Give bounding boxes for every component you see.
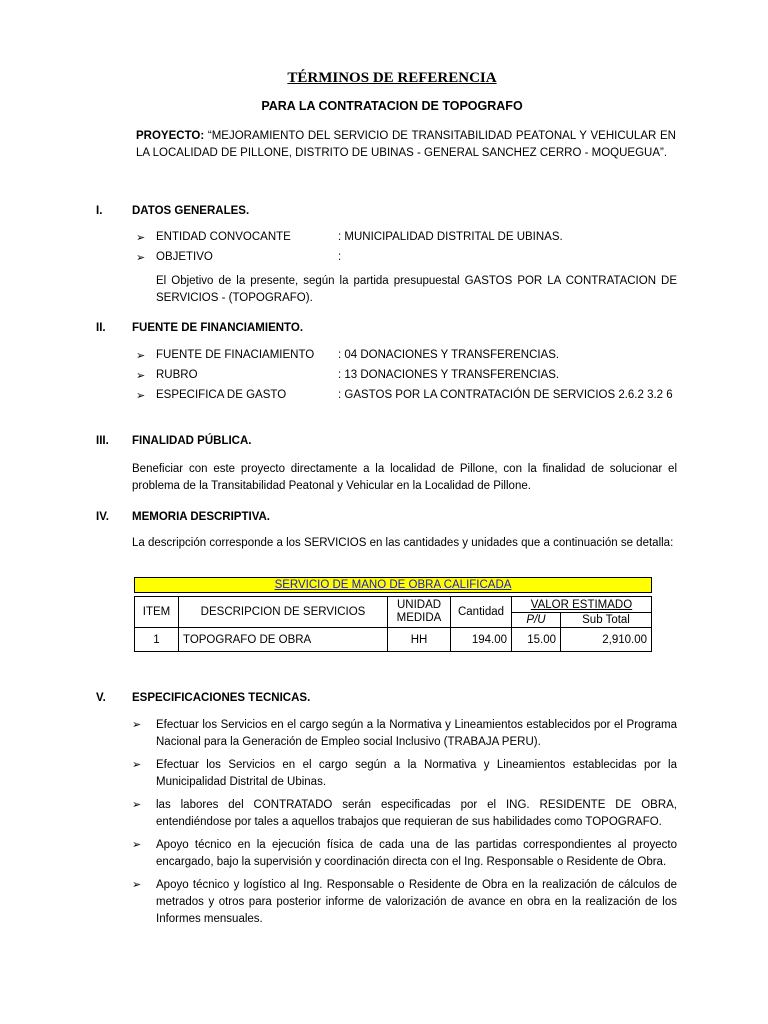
spec-item: las labores del CONTRATADO serán especificadas por el ING. RESIDENTE DE OBRA, entendiéndose por tales a aquellos trabajos que requieran de sus habilidades como TOPOGRAFO.: [156, 799, 677, 828]
section-number: II.: [96, 322, 106, 334]
field-value: :: [338, 251, 342, 263]
table-row: [135, 628, 652, 652]
objective-paragraph: El Objetivo de la presente, según la partida presupuestal GASTOS POR LA CONTRATACION DE SERVICIOS - (TOPOGRAFO).: [156, 275, 677, 304]
header-quantity: Cantidad: [451, 597, 512, 628]
arrow-bullet-icon: ➢: [132, 879, 142, 891]
header-subtotal: Sub Total: [561, 613, 652, 628]
cell-subtotal: 2,910.00: [561, 628, 652, 652]
field-label: OBJETIVO: [156, 251, 213, 263]
section-number: I.: [96, 205, 103, 217]
field-label: ENTIDAD CONVOCANTE: [156, 231, 291, 243]
field-value: : GASTOS POR LA CONTRATACIÓN DE SERVICIOS 2.6.2 3.2 6: [338, 389, 673, 401]
header-unit-price: P/U: [512, 613, 561, 628]
arrow-bullet-icon: ➢: [132, 799, 142, 811]
document-title: TÉRMINOS DE REFERENCIA: [287, 70, 497, 86]
arrow-bullet-icon: ➢: [136, 252, 146, 264]
description-paragraph: La descripción corresponde a los SERVICIOS en las cantidades y unidades que a continuación se detalla:: [132, 537, 674, 549]
field-label: RUBRO: [156, 369, 198, 381]
header-item: ITEM: [135, 597, 179, 628]
header-unit: UNIDAD MEDIDA: [388, 597, 451, 628]
cell-item: 1: [135, 628, 179, 652]
spec-item: Apoyo técnico en la ejecución física de cada una de las partidas correspondientes al proyecto encargado, bajo la supervisión y coordinación directa con el Ing. Responsable o Residente de Obra.: [156, 839, 677, 868]
arrow-bullet-icon: ➢: [136, 370, 146, 382]
section-number: III.: [96, 435, 109, 447]
services-table: [134, 596, 652, 652]
project-statement: [136, 128, 676, 161]
header-estimated-value: VALOR ESTIMADO: [512, 597, 652, 613]
section-number: IV.: [96, 511, 110, 523]
field-label: ESPECIFICA DE GASTO: [156, 389, 287, 401]
spec-item: Apoyo técnico y logístico al Ing. Responsable o Residente de Obra en la realización de cálculos de metrados y otros para posterior informe de valorización de avance en obra en la realización de los Informes mensuales.: [156, 879, 677, 925]
cell-quantity: 194.00: [451, 628, 512, 652]
purpose-paragraph: Beneficiar con este proyecto directamente a la localidad de Pillone, con la finalidad de solucionar el problema de la Transitabilidad Peatonal y Vehicular en la Localidad de Pillone.: [132, 463, 677, 492]
arrow-bullet-icon: ➢: [136, 390, 146, 402]
field-value: : 13 DONACIONES Y TRANSFERENCIAS.: [338, 369, 560, 381]
arrow-bullet-icon: ➢: [132, 719, 142, 731]
section-number: V.: [96, 692, 106, 704]
cell-unit-price: 15.00: [512, 628, 561, 652]
section-title: MEMORIA DESCRIPTIVA.: [132, 511, 271, 523]
header-description: DESCRIPCION DE SERVICIOS: [179, 597, 388, 628]
section-title: ESPECIFICACIONES TECNICAS.: [132, 692, 311, 704]
section-title: FUENTE DE FINANCIAMIENTO.: [132, 322, 304, 334]
document-subtitle: PARA LA CONTRATACION DE TOPOGRAFO: [261, 99, 523, 113]
arrow-bullet-icon: ➢: [136, 350, 146, 362]
field-value: : MUNICIPALIDAD DISTRITAL DE UBINAS.: [338, 231, 563, 243]
spec-item: Efectuar los Servicios en el cargo según a la Normativa y Lineamientos establecidas por la Municipalidad Distrital de Ubinas.: [156, 759, 677, 788]
spec-item: Efectuar los Servicios en el cargo según a la Normativa y Lineamientos establecidos por el Programa Nacional para la Generación de Empleo social Inclusivo (TRABAJA PERU).: [156, 719, 677, 748]
arrow-bullet-icon: ➢: [132, 839, 142, 851]
project-text: “MEJORAMIENTO DEL SERVICIO DE TRANSITABILIDAD PEATONAL Y VEHICULAR EN LA LOCALIDAD DE PILLONE, DISTRITO DE UBINAS - GENERAL SANCHEZ CERRO - MOQUEGUA”.: [136, 130, 676, 159]
arrow-bullet-icon: ➢: [136, 232, 146, 244]
cell-description: TOPOGRAFO DE OBRA: [179, 628, 388, 652]
section-title: DATOS GENERALES.: [132, 205, 250, 217]
cell-unit: HH: [388, 628, 451, 652]
field-label: FUENTE DE FINACIAMIENTO: [156, 349, 315, 361]
section-title: FINALIDAD PÚBLICA.: [132, 435, 252, 447]
field-value: : 04 DONACIONES Y TRANSFERENCIAS.: [338, 349, 560, 361]
project-label: PROYECTO:: [136, 130, 205, 142]
table-banner: SERVICIO DE MANO DE OBRA CALIFICADA: [134, 577, 652, 593]
arrow-bullet-icon: ➢: [132, 759, 142, 771]
